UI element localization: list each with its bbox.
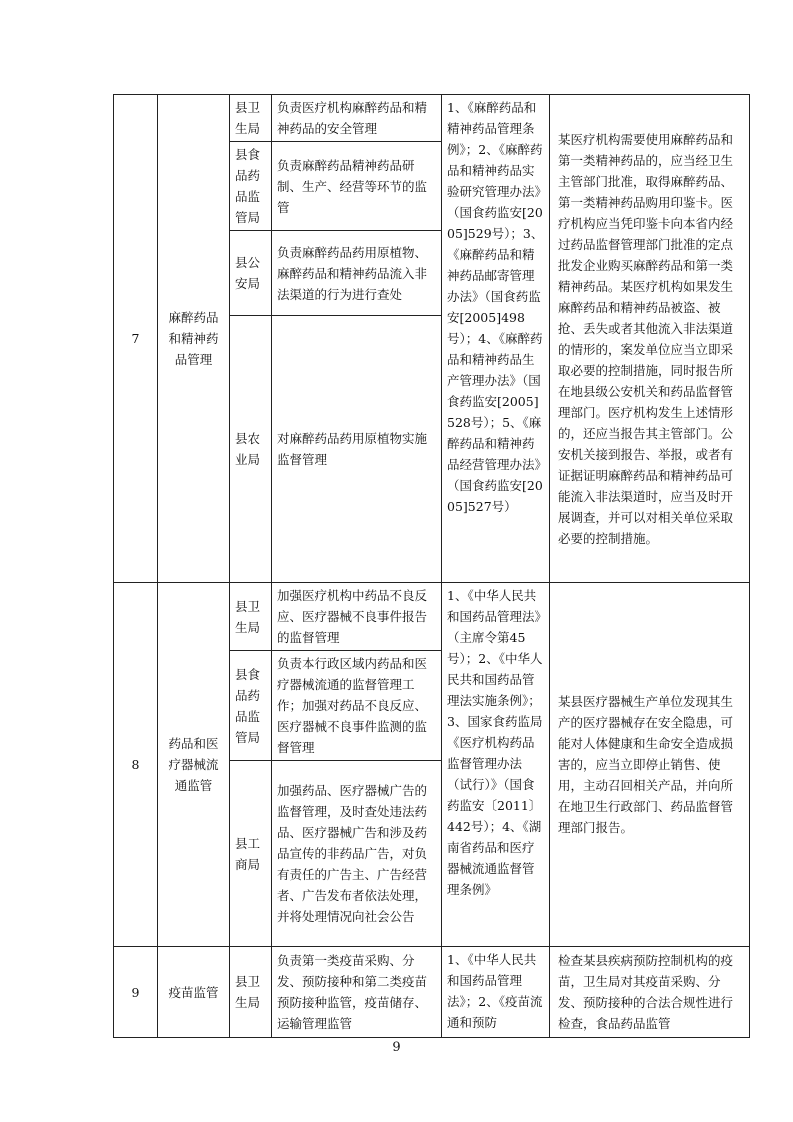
duty: 负责本行政区域内药品和医疗器械流通的监督管理工作；加强对药品不良反应、医疗器械不良事件监测的监督管理: [272, 651, 442, 761]
department: 县食品药品监管局: [230, 142, 272, 231]
department: 县食品药品监管局: [230, 651, 272, 761]
duty: 对麻醉药品药用原植物实施监督管理: [272, 316, 442, 583]
supervision-item: 麻醉药品和精神药品管理: [158, 95, 230, 583]
duty: 负责医疗机构麻醉药品和精神药品的安全管理: [272, 95, 442, 142]
duty: 负责第一类疫苗采购、分发、预防接种和第二类疫苗预防接种监管，疫苗储存、运输管理监管: [272, 947, 442, 1038]
duty: 加强医疗机构中药品不良反应、医疗器械不良事件报告的监督管理: [272, 583, 442, 651]
legal-basis: 1、《中华人民共和国药品管理法》（主席令第45号）；2、《中华人民共和国药品管理法实施条例》；3、国家食药监局《医疗机构药品监督管理办法（试行）》（国食药监安〔2011〕442号）；4、《湖南省药品和医疗器械流通监督管理条例》: [442, 583, 550, 947]
department: 县公安局: [230, 231, 272, 316]
table-row: [114, 95, 750, 142]
department: 县工商局: [230, 761, 272, 947]
department: 县卫生局: [230, 947, 272, 1038]
duty: 负责麻醉药品药用原植物、麻醉药品和精神药品流入非法渠道的行为进行查处: [272, 231, 442, 316]
case-example: 某医疗机构需要使用麻醉药品和第一类精神药品的，应当经卫生主管部门批准，取得麻醉药品、第一类精神药品购用印鉴卡。医疗机构应当凭印鉴卡向本省内经过药品监督管理部门批准的定点批发企业购买麻醉药品和第一类精神药品。某医疗机构如果发生麻醉药品和精神药品被盗、被抢、丢失或者其他流入非法渠道的情形的，案发单位应当立即采取必要的控制措施，同时报告所在地县级公安机关和药品监督管理部门。医疗机构发生上述情形的，还应当报告其主管部门。公安机关接到报告、举报，或者有证据证明麻醉药品和精神药品可能流入非法渠道时，应当及时开展调查，并可以对相关单位采取必要的控制措施。: [550, 95, 750, 583]
page-number: 9: [392, 1040, 401, 1055]
table-row: [114, 583, 750, 651]
supervision-item: 药品和医疗器械流通监管: [158, 583, 230, 947]
supervision-item: 疫苗监管: [158, 947, 230, 1038]
case-example: 某县医疗器械生产单位发现其生产的医疗器械存在安全隐患，可能对人体健康和生命安全造成损害的，应当立即停止销售、使用，主动召回相关产品，并向所在地卫生行政部门、药品监督管理部门报告。: [550, 583, 750, 947]
legal-basis: 1、《麻醉药品和精神药品管理条例》；2、《麻醉药品和精神药品实验研究管理办法》（国食药监安[2005]529号）；3、《麻醉药品和精神药品邮寄管理办法》（国食药监安[2005]498号）；4、《麻醉药品和精神药品生产管理办法》（国食药监安[2005]528号）；5、《麻醉药品和精神药品经营管理办法》（国食药监安[2005]527号）: [442, 95, 550, 583]
case-example: 检查某县疾病预防控制机构的疫苗，卫生局对其疫苗采购、分发、预防接种的合法合规性进行检查，食品药品监管: [550, 947, 750, 1038]
table-row: [114, 947, 750, 1038]
duty: 加强药品、医疗器械广告的监督管理，及时查处违法药品、医疗器械广告和涉及药品宣传的非药品广告，对负有责任的广告主、广告经营者、广告发布者依法处理，并将处理情况向社会公告: [272, 761, 442, 947]
department: 县卫生局: [230, 583, 272, 651]
row-number: 9: [114, 947, 158, 1038]
legal-basis: 1、《中华人民共和国药品管理法》；2、《疫苗流通和预防: [442, 947, 550, 1038]
department: 县卫生局: [230, 95, 272, 142]
row-number: 8: [114, 583, 158, 947]
row-number: 7: [114, 95, 158, 583]
department: 县农业局: [230, 316, 272, 583]
responsibility-table: [113, 94, 750, 1038]
duty: 负责麻醉药品精神药品研制、生产、经营等环节的监管: [272, 142, 442, 231]
